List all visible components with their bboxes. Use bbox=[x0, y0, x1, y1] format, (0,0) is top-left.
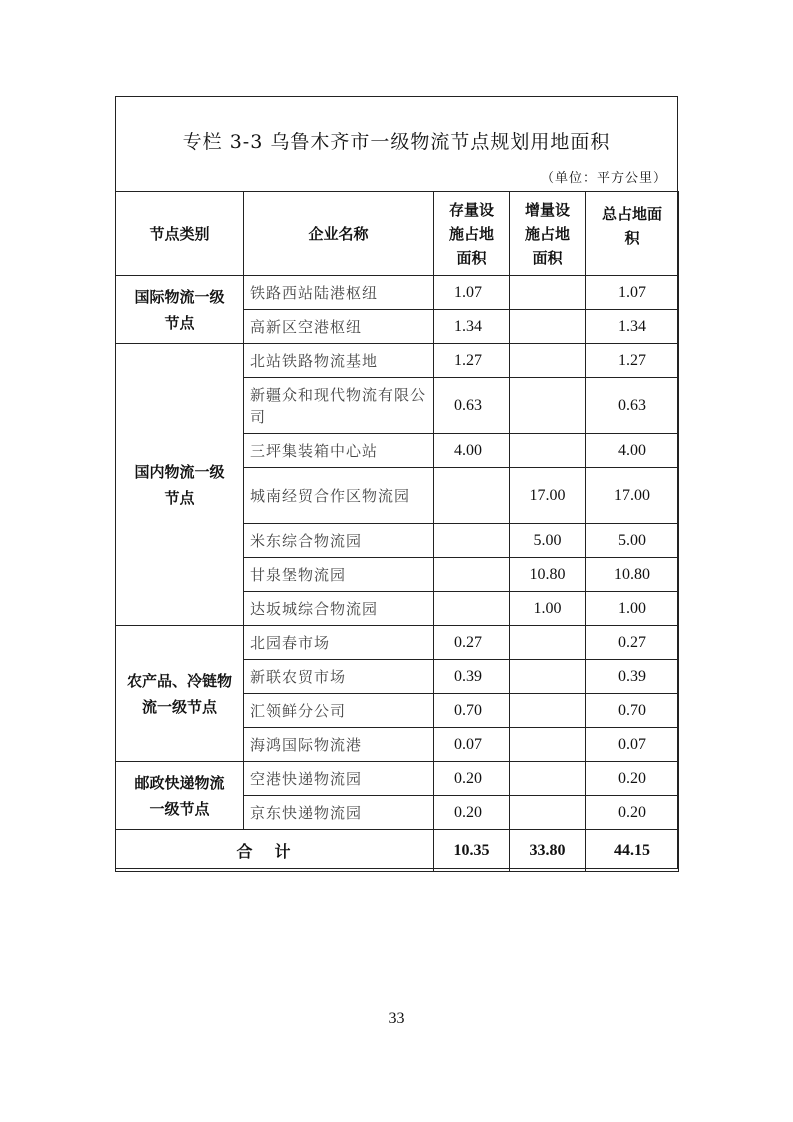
total-area-cell: 1.27 bbox=[586, 344, 679, 378]
header-stock: 存量设施占地面积 bbox=[434, 192, 510, 276]
company-name-cell: 北园春市场 bbox=[244, 626, 434, 660]
increment-area-cell bbox=[510, 378, 586, 434]
header-category: 节点类别 bbox=[116, 192, 244, 276]
stock-area-cell: 0.70 bbox=[434, 694, 510, 728]
total-area-cell: 5.00 bbox=[586, 524, 679, 558]
table-row bbox=[116, 276, 679, 310]
increment-area-cell bbox=[510, 626, 586, 660]
category-cell: 邮政快递物流一级节点 bbox=[116, 762, 244, 830]
table-body bbox=[116, 276, 679, 872]
table-row bbox=[116, 344, 679, 378]
stock-area-cell: 0.20 bbox=[434, 762, 510, 796]
total-area-cell: 0.07 bbox=[586, 728, 679, 762]
company-name-cell: 高新区空港枢纽 bbox=[244, 310, 434, 344]
total-row bbox=[116, 830, 679, 872]
total-area-cell: 0.70 bbox=[586, 694, 679, 728]
increment-area-cell bbox=[510, 276, 586, 310]
header-increment: 增量设施占地面积 bbox=[510, 192, 586, 276]
land-area-table bbox=[115, 191, 679, 872]
increment-area-cell: 10.80 bbox=[510, 558, 586, 592]
table-row bbox=[116, 762, 679, 796]
company-name-cell: 新疆众和现代物流有限公司 bbox=[244, 378, 434, 434]
unit-note: （单位：平方公里） bbox=[540, 171, 667, 186]
increment-area-cell bbox=[510, 660, 586, 694]
header-row bbox=[116, 192, 679, 276]
stock-area-cell bbox=[434, 524, 510, 558]
company-name-cell: 汇领鲜分公司 bbox=[244, 694, 434, 728]
company-name-cell: 铁路西站陆港枢纽 bbox=[244, 276, 434, 310]
company-name-cell: 达坂城综合物流园 bbox=[244, 592, 434, 626]
company-name-cell: 京东快递物流园 bbox=[244, 796, 434, 830]
total-area-cell: 17.00 bbox=[586, 468, 679, 524]
total-increment-cell: 33.80 bbox=[510, 830, 586, 872]
increment-area-cell bbox=[510, 762, 586, 796]
company-name-cell: 甘泉堡物流园 bbox=[244, 558, 434, 592]
total-stock-cell: 10.35 bbox=[434, 830, 510, 872]
stock-area-cell: 0.27 bbox=[434, 626, 510, 660]
increment-area-cell: 5.00 bbox=[510, 524, 586, 558]
total-area-cell: 4.00 bbox=[586, 434, 679, 468]
company-name-cell: 海鸿国际物流港 bbox=[244, 728, 434, 762]
page-number: 33 bbox=[388, 1010, 405, 1027]
stock-area-cell: 0.07 bbox=[434, 728, 510, 762]
total-area-cell: 0.39 bbox=[586, 660, 679, 694]
header-company: 企业名称 bbox=[244, 192, 434, 276]
category-cell: 国际物流一级节点 bbox=[116, 276, 244, 344]
total-area-cell: 1.07 bbox=[586, 276, 679, 310]
total-area-cell: 1.34 bbox=[586, 310, 679, 344]
company-name-cell: 三坪集装箱中心站 bbox=[244, 434, 434, 468]
total-area-cell: 0.20 bbox=[586, 762, 679, 796]
stock-area-cell: 0.20 bbox=[434, 796, 510, 830]
increment-area-cell bbox=[510, 344, 586, 378]
increment-area-cell bbox=[510, 796, 586, 830]
company-name-cell: 城南经贸合作区物流园 bbox=[244, 468, 434, 524]
company-name-cell: 米东综合物流园 bbox=[244, 524, 434, 558]
increment-area-cell: 1.00 bbox=[510, 592, 586, 626]
increment-area-cell bbox=[510, 694, 586, 728]
increment-area-cell bbox=[510, 728, 586, 762]
total-area-cell: 1.00 bbox=[586, 592, 679, 626]
increment-area-cell bbox=[510, 310, 586, 344]
table-row bbox=[116, 626, 679, 660]
stock-area-cell: 1.07 bbox=[434, 276, 510, 310]
company-name-cell: 新联农贸市场 bbox=[244, 660, 434, 694]
total-total-cell: 44.15 bbox=[586, 830, 679, 872]
page-title: 专栏 3-3 乌鲁木齐市一级物流节点规划用地面积 bbox=[182, 131, 611, 153]
stock-area-cell: 0.63 bbox=[434, 378, 510, 434]
company-name-cell: 北站铁路物流基地 bbox=[244, 344, 434, 378]
stock-area-cell: 1.34 bbox=[434, 310, 510, 344]
total-label: 合计 bbox=[116, 830, 434, 872]
table-box bbox=[115, 96, 678, 869]
total-area-cell: 0.27 bbox=[586, 626, 679, 660]
company-name-cell: 空港快递物流园 bbox=[244, 762, 434, 796]
total-area-cell: 0.63 bbox=[586, 378, 679, 434]
stock-area-cell bbox=[434, 592, 510, 626]
increment-area-cell: 17.00 bbox=[510, 468, 586, 524]
stock-area-cell: 0.39 bbox=[434, 660, 510, 694]
header-total: 总占地面积 bbox=[586, 192, 679, 276]
category-cell: 国内物流一级节点 bbox=[116, 344, 244, 626]
total-area-cell: 0.20 bbox=[586, 796, 679, 830]
stock-area-cell: 1.27 bbox=[434, 344, 510, 378]
category-cell: 农产品、冷链物流一级节点 bbox=[116, 626, 244, 762]
increment-area-cell bbox=[510, 434, 586, 468]
total-area-cell: 10.80 bbox=[586, 558, 679, 592]
stock-area-cell bbox=[434, 468, 510, 524]
stock-area-cell: 4.00 bbox=[434, 434, 510, 468]
stock-area-cell bbox=[434, 558, 510, 592]
